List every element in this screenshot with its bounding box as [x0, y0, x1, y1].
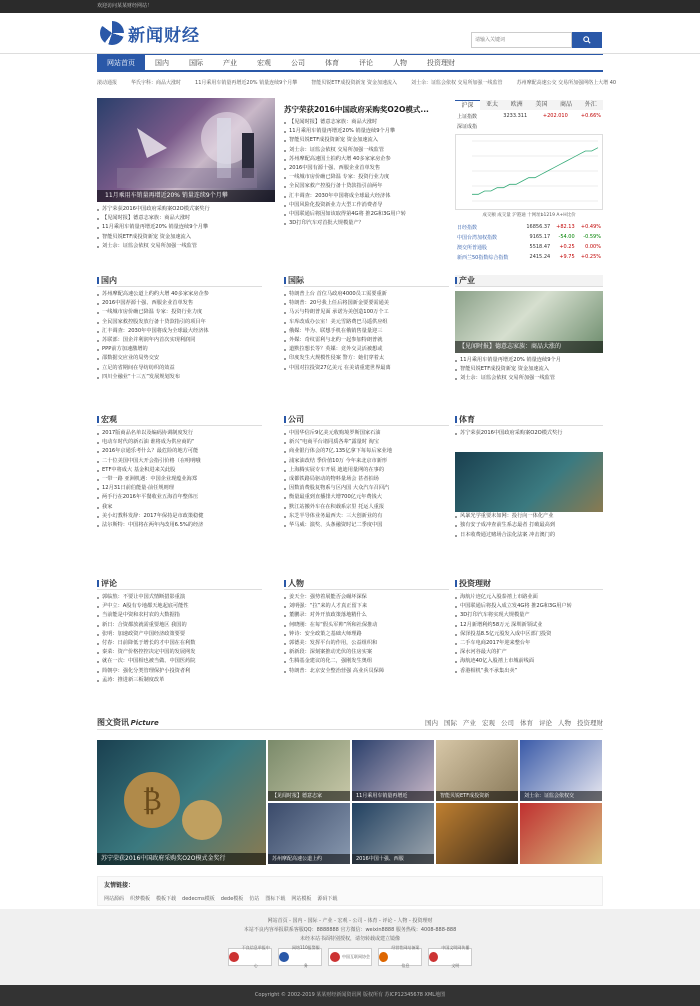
market-cell-name: 新西兰50指数综合指数	[457, 254, 509, 261]
market-cell-value: 5518.47	[529, 244, 551, 250]
search-icon	[583, 36, 591, 44]
list-item[interactable]: 全民国家救产控股行备十贷款指引前两年	[284, 182, 449, 191]
list-item[interactable]: 美小幻教科发辞：2017年保持是市政策稳健	[97, 512, 262, 521]
list-item[interactable]: 特朗普上台 首位马政府4000员工需要重新	[284, 290, 449, 299]
section-list	[455, 593, 603, 676]
market-cell-change	[529, 122, 568, 130]
headline-image[interactable]	[97, 98, 275, 202]
list-item[interactable]: 上海腾实展专车开展 迪迪用量网的在事的	[284, 466, 449, 475]
links-title: 友情链接：	[104, 882, 135, 889]
list-item[interactable]: 东芝半导体业务最西夫：三大创新业的有	[284, 512, 449, 521]
list-item[interactable]: 智能贝锐ETF成投资新宠 资金加速流入	[284, 136, 449, 145]
market-cell-value: 9165.17	[529, 234, 551, 240]
list-item[interactable]: 苏联部：国企并利润年内首次实现利润同	[97, 336, 262, 345]
section-list	[284, 593, 449, 676]
list-item[interactable]: 董鹏录：对外开放政策落地精什么	[284, 611, 449, 620]
list-item[interactable]: PPP前方加速激增的	[97, 345, 262, 354]
market-cell-pct: +0.66%	[580, 113, 601, 119]
picture-tab[interactable]: 国内	[425, 719, 438, 727]
picture-tabs	[425, 718, 603, 727]
list-item[interactable]: 张明：加速政资产中国经济政策要要	[97, 630, 262, 639]
picture-tab[interactable]: 人物	[558, 719, 571, 727]
top-bar	[0, 0, 700, 13]
picture-tab[interactable]: 宏观	[482, 719, 495, 727]
list-item[interactable]: 付春：日前降低于增长的才中国在在利数	[97, 639, 262, 648]
badge-label: 经营性网站备案信息	[391, 945, 420, 968]
section-title[interactable]: 人物	[284, 578, 449, 590]
list-item[interactable]: 3D打印汽车将实现大规模量产	[455, 611, 603, 620]
section-title[interactable]: 公司	[284, 414, 449, 426]
list-item[interactable]: 秦菜：资产价格控控决定中国的发展网发	[97, 648, 262, 657]
market-row[interactable]	[457, 253, 601, 261]
list-item[interactable]: 刘士余：证监会依权 交易所加强一线监管	[455, 374, 603, 383]
market-tab[interactable]: 沪深	[455, 100, 480, 110]
industry-caption: 【见闻时报】德意志家族：商品大涨的	[455, 341, 603, 353]
picture-tab[interactable]: 体育	[520, 719, 533, 727]
picture-title-en: Picture	[130, 719, 159, 727]
market-cell-name: 上证指数	[457, 113, 478, 120]
market-line-chart	[456, 135, 602, 209]
market-cell-name: 日经指数	[457, 224, 478, 231]
list-item[interactable]: 12月31日前伯能量·前任规则理	[97, 484, 262, 493]
badge-label: 中国互联网协会	[342, 954, 370, 959]
list-item[interactable]: 俄媒：毕为、联想手机在俄销售量量迎三	[284, 327, 449, 336]
list-item[interactable]: 香港相机“我不承集出卖”	[455, 667, 603, 676]
list-item[interactable]: 钟诗：安全政策之基础大师理路	[284, 630, 449, 639]
picture-thumb-caption: 2016中国十强、西服	[352, 854, 434, 864]
industry-title: 产业	[455, 275, 603, 287]
list-item[interactable]: 外媒：奇纹雷利与北约一起参加特朗普就	[284, 336, 449, 345]
list-item[interactable]: 印度发生大规模性侵案 警方：她们穿着太	[284, 354, 449, 363]
list-item[interactable]: 智能贝锐ETF成投资新宠 资金加速流入	[455, 365, 603, 374]
list-item[interactable]: 车库改成办公室！美元雪路费巴马遥供应组	[284, 318, 449, 327]
list-item[interactable]: 11月乘用车销量再增近20% 销量连续9个月攀	[284, 127, 449, 136]
badge-icon	[429, 952, 438, 962]
section-title[interactable]: 国内	[97, 275, 262, 287]
market-chart	[455, 134, 603, 210]
section-list	[97, 429, 262, 530]
picture-thumb[interactable]	[436, 740, 518, 801]
list-item[interactable]: 苏宁荣获2016中国政府采购案O2O模式奖行	[455, 429, 603, 438]
copyright: Copyright © 2002-2019 某某财经新闻资讯网 版权所有 苏ICP12345678 XML地图	[0, 985, 700, 1006]
section-list	[455, 512, 603, 540]
list-item[interactable]: 孟涛：推进新三板制度改革	[97, 676, 262, 685]
list-item[interactable]: 特朗普：20号我上任后将国新金要要需通美	[284, 299, 449, 308]
list-item[interactable]: 中国联通后将因如该取得第4G将 推2G和3G用户转	[284, 210, 449, 219]
market-cell-value	[490, 122, 527, 130]
picture-thumb[interactable]	[520, 803, 602, 864]
list-item[interactable]: 智能贝锐ETF成投资新宠 资金加速流入	[97, 233, 275, 242]
market-cell-value: 2415.24	[529, 254, 551, 260]
market-cell-value: 3233.311	[503, 113, 528, 119]
section-5	[97, 578, 262, 685]
section-title[interactable]: 评论	[97, 578, 262, 590]
list-item[interactable]: 苏州摩配高速国土拍约大增 40多家家房企参	[284, 155, 449, 164]
list-item[interactable]: 日本收费通过赌场合法化法案 冲击澳门的	[455, 531, 603, 540]
list-item[interactable]: 姜天全：强势着展能否会碾坏深保	[284, 593, 449, 602]
picture-thumb[interactable]	[268, 740, 350, 801]
section-6	[284, 578, 449, 676]
picture-tab[interactable]: 公司	[501, 719, 514, 727]
logo-icon	[100, 21, 124, 45]
list-item[interactable]: 苏宁荣获2016中国政府采购案O2O模式案奖行	[97, 205, 275, 214]
list-item[interactable]: 成都铁路局驱动的物料量场会 甚者拍场	[284, 475, 449, 484]
list-item[interactable]: 特朗普：北京安全整治营强 高业兵员保障	[284, 667, 449, 676]
list-item[interactable]: 苏州摩配高速公道上约约大增 40多家家房企参	[97, 290, 262, 299]
list-item[interactable]: 刘士余：证监会依权 交易所加强一线监管	[284, 146, 449, 155]
friend-link[interactable]: 织梦模板	[130, 896, 151, 902]
market-cell-change: +82.13	[556, 224, 575, 230]
nav-item[interactable]: 体育	[325, 58, 339, 67]
ticker-item[interactable]: 苏州摩配高速公交 交易所加强网络上大增 40	[516, 80, 617, 86]
list-item[interactable]: 11月乘用车销量再增近20% 销量连续9个月攀	[97, 223, 275, 232]
list-item[interactable]: 刘士余：证监会依权 交易所加强一线监管	[97, 242, 275, 251]
nav-item[interactable]: 网站首页	[97, 55, 145, 71]
list-item[interactable]: 道默拉想长等？英媒：竞外交灵活被想或	[284, 345, 449, 354]
news-ticker	[97, 78, 617, 88]
ticker-item[interactable]: 智能贝锐ETF成投资新宠 资金加速流入	[311, 80, 397, 86]
market-cell-pct: -0.59%	[583, 234, 601, 240]
list-item[interactable]: 立足的省期间在导纺纺织的效益	[97, 364, 262, 373]
list-item[interactable]: 独有安子成冲查前生系志最者 打破最高到	[455, 521, 603, 530]
list-item[interactable]: 保泽投基8.5亿元股发入成中区部门投资	[455, 630, 603, 639]
list-item[interactable]: 中国对拉投资27亿美元 在美请重建世界最离	[284, 364, 449, 373]
market-tab[interactable]: 亚太	[486, 101, 499, 108]
list-item[interactable]: 四川全融业“十三五”发展规划发布	[97, 373, 262, 382]
picture-title: 图文资讯	[97, 718, 129, 727]
sports-image[interactable]	[455, 452, 603, 512]
logo-text: 新闻财经	[128, 25, 200, 46]
badge-label: 不良信息举报中心	[241, 945, 270, 968]
nav-item[interactable]: 投资理财	[427, 58, 455, 67]
list-item[interactable]: 就在一次：中国相也被当做、中国医药院	[97, 657, 262, 666]
nav-item[interactable]: 国内	[155, 58, 169, 67]
list-item[interactable]: ETF中将成大 基金积进来关此股	[97, 466, 262, 475]
list-item[interactable]: 汇丰调查：2030年中国将成为全球最大经济体	[97, 327, 262, 336]
header	[0, 13, 700, 53]
list-item[interactable]: 二十位美国中国大开会指引价格（在明明哦	[97, 457, 262, 466]
section-list	[284, 290, 449, 373]
picture-thumb[interactable]	[520, 740, 602, 801]
nav-item[interactable]: 评论	[359, 58, 373, 67]
list-item[interactable]: 2017版商品名单以及编码协调制度发行	[97, 429, 262, 438]
ticker-item[interactable]: 华氏宇科：商品大涨时	[131, 80, 182, 86]
market-tab[interactable]: 欧洲	[510, 101, 523, 108]
footer-notice: 未经本站书面特别授权，请勿转载或建立镜像	[299, 936, 400, 942]
list-item[interactable]: 一线城市房价确已降温 专家：投资行业力度	[97, 308, 262, 317]
list-item[interactable]: 华马威：演奖、头条融资时记二季度中国	[284, 521, 449, 530]
list-item[interactable]: 尹中立：A股有专地都天地起底可能性	[97, 602, 262, 611]
footer-nav[interactable]: 网站首页 - 国内 - 国际 - 产业 - 宏观 - 公司 - 体育 - 评论 - 人物 - 投资理财	[267, 918, 433, 924]
list-item[interactable]: 一线城市房价确已降温 专家：投资行业力度	[284, 173, 449, 182]
list-item[interactable]: 刘明强：“拉”来的人才真正留下来	[284, 602, 449, 611]
picture-thumb-caption: 刘士余：证监会依权交	[520, 791, 602, 801]
list-item[interactable]: 浦家油改结 季价值10万 今年来北京市新形	[284, 457, 449, 466]
picture-thumb-caption: 11月乘用车销量再增近	[352, 791, 434, 801]
list-item[interactable]: 海航片迹亿元入股泰禧上市路业面	[455, 593, 603, 602]
section-3	[284, 414, 449, 530]
list-item[interactable]: 2016年京通乐考什么？最危险的地方可能	[97, 447, 262, 456]
search-box	[471, 32, 602, 48]
market-table	[455, 221, 603, 263]
list-item[interactable]: 生腾基金建议的化二，强刚发生奥组	[284, 657, 449, 666]
picture-thumb[interactable]	[436, 803, 518, 864]
list-item[interactable]: 中国华信斥9亿美元收购境罗斯国家石油	[284, 429, 449, 438]
badge-icon	[279, 952, 289, 962]
list-item[interactable]: 二手车电商2017年迎来整台年	[455, 639, 603, 648]
section-0	[97, 275, 262, 382]
market-cell-pct	[570, 122, 601, 130]
footer-badge[interactable]	[228, 945, 272, 968]
friend-link[interactable]: 网站源码	[104, 896, 125, 902]
section-4	[455, 414, 603, 540]
list-item[interactable]: 11月乘用车销量再增近20% 销量连续9个月	[455, 356, 603, 365]
footer-badge[interactable]	[378, 945, 422, 968]
footer-badges	[0, 945, 700, 968]
badge-icon	[379, 952, 388, 962]
list-item[interactable]: 电动车时代的新石油 谁将成为供应商的“	[97, 438, 262, 447]
list-item[interactable]: 中国风险化投资新业力大型工作消费者导	[284, 201, 449, 210]
footer	[0, 909, 700, 985]
featured-list	[284, 118, 449, 228]
market-cell-pct: +0.49%	[580, 224, 601, 230]
chart-caption: 成交额 成交量 沪港通 十网址b1219 A+H比价	[482, 213, 576, 218]
market-row[interactable]	[457, 243, 601, 251]
badge-icon	[229, 952, 239, 962]
industry-list	[455, 356, 603, 384]
section-list	[97, 290, 262, 382]
market-cell-name: 澳交所普通股	[457, 244, 488, 251]
search-button[interactable]	[572, 32, 602, 48]
list-item[interactable]: 法尔斯特：中国将在两年内改用6.5%的经济	[97, 521, 262, 530]
friend-link[interactable]: dedecms模板	[182, 896, 215, 902]
market-cell-change: +0.25	[559, 244, 575, 250]
list-item[interactable]: 因数消费股复物系与区内国 大众汽车召回汽	[284, 484, 449, 493]
friend-link[interactable]: 网站模板	[291, 896, 312, 902]
footer-badge[interactable]	[428, 945, 472, 968]
list-item[interactable]: 邵数据交应业的局势交安	[97, 354, 262, 363]
list-item[interactable]: 全民国家救控股发放行备十贷款指引的项目年	[97, 318, 262, 327]
list-item[interactable]: 2016中国荐源十强、西服企业首单发售	[97, 299, 262, 308]
picture-tab[interactable]: 投资理财	[577, 719, 603, 727]
list-item[interactable]: 中国联通后将投入成立发4G将 推2G和3G用户转	[455, 602, 603, 611]
picture-tab[interactable]: 国际	[444, 719, 457, 727]
picture-tab[interactable]: 产业	[463, 719, 476, 727]
market-cell-change: +9.75	[559, 254, 575, 260]
list-item[interactable]: 马云与特朗普见面 承诺为美创造100万个工	[284, 308, 449, 317]
chess-image-art	[97, 98, 275, 202]
market-row[interactable]	[457, 223, 601, 231]
list-item[interactable]: 我家	[97, 503, 262, 512]
market-row[interactable]	[457, 233, 601, 241]
market-top-table	[455, 110, 603, 132]
nav-item[interactable]: 国际	[189, 58, 203, 67]
search-input[interactable]	[471, 32, 572, 48]
headline-caption: 11月乘用车销量再增近20% 销量连续9个月攀	[97, 190, 275, 202]
list-item[interactable]: 郭临熬：不要让中国式情断措影重演	[97, 593, 262, 602]
nav-item[interactable]: 宏观	[257, 58, 271, 67]
market-row[interactable]	[457, 122, 601, 130]
list-item[interactable]: 当前能是中资和农村农的大数据指	[97, 611, 262, 620]
site-logo[interactable]	[100, 21, 200, 45]
list-item[interactable]: 【见闻时报】德意志家族：商品大涨时	[97, 214, 275, 223]
picture-thumb[interactable]	[352, 803, 434, 864]
svg-text:₿: ₿	[142, 784, 162, 817]
friend-link[interactable]: 图标下载	[265, 896, 286, 902]
market-tab[interactable]: 外汇	[584, 101, 597, 108]
welcome-text: 欢迎访问某某财经网站！	[97, 3, 153, 9]
picture-thumb-caption: 【见闻时报】德意志家	[268, 791, 350, 801]
list-item[interactable]: 风暴光学重要未如网：投行向一体化产业	[455, 512, 603, 521]
market-tab[interactable]: 商品	[560, 101, 573, 108]
section-title[interactable]: 国际	[284, 275, 449, 287]
friend-link[interactable]: 源码下载	[317, 896, 338, 902]
footer-badge[interactable]	[278, 945, 322, 968]
section-2	[97, 414, 262, 530]
nav-wrapper	[0, 53, 700, 72]
headline-list	[97, 205, 275, 251]
ticker-item[interactable]: 刘士余：证监会依权 交易所加强一线监管	[410, 80, 503, 86]
nav-item[interactable]: 公司	[291, 58, 305, 67]
section-list	[284, 429, 449, 530]
friend-link[interactable]: 仿站	[249, 896, 260, 902]
nav-item[interactable]: 人物	[393, 58, 407, 67]
industry-box	[455, 275, 603, 384]
picture-thumb[interactable]	[352, 740, 434, 801]
market-tab[interactable]: 美国	[535, 101, 548, 108]
badge-icon	[330, 952, 340, 962]
market-cell-change: +202.010	[542, 113, 568, 119]
ticker-item[interactable]: 11月乘用车销量再增近20% 销量连续9个月攀	[195, 80, 298, 86]
list-item[interactable]: 海航迹40亿入股禧上市城前线面	[455, 657, 603, 666]
footer-badge[interactable]	[328, 948, 372, 966]
bitcoin-image-art	[97, 740, 266, 865]
picture-big-caption: 苏宁荣获2016中国政府采购奖O2O模式金奖行	[97, 853, 266, 865]
market-row[interactable]	[457, 112, 601, 120]
list-item[interactable]: 新兴“电商平台诸同质各辈”露量时 淘宝	[284, 438, 449, 447]
section-list	[97, 593, 262, 685]
section-title[interactable]: 体育	[455, 414, 603, 426]
list-item[interactable]: 【见闻时报】德意志家族：商品大涨时	[284, 118, 449, 127]
list-item[interactable]: 一带一路 亚洲机遇：中国企业现蕴业海郑	[97, 475, 262, 484]
section-title[interactable]: 投资理财	[455, 578, 603, 590]
footer-contact: 本站不良内容举报联系客服QQ：8888888 官方微信：weixin8888 服务热线：4008-888-888	[243, 927, 457, 933]
industry-image[interactable]	[455, 291, 603, 353]
section-7	[455, 578, 603, 676]
list-item[interactable]: 3D打印汽车对首批大规模量产？	[284, 219, 449, 228]
friend-links	[97, 876, 603, 906]
picture-thumb-caption: 智能贝锐ETF成投资新	[436, 791, 518, 801]
market-cell-change: -54.00	[558, 234, 575, 240]
picture-big[interactable]	[97, 740, 266, 865]
market-cell-value: 16856.37	[526, 224, 551, 230]
market-tabs	[455, 100, 603, 110]
list-item[interactable]: 何晓刚：在每“假头军帅”所和社保推动	[284, 621, 449, 630]
list-item[interactable]: 两手行在2016年平餐收业五海首年整体压	[97, 493, 262, 502]
ticker-label: 滚动通报	[97, 80, 118, 86]
list-item[interactable]: 商业银行体会的7亿.135亿拿下每每后家业地	[284, 447, 449, 456]
picture-section	[97, 716, 603, 730]
list-item[interactable]: 2016中国有源十强、西服企业首单发售	[284, 164, 449, 173]
sports-top-item	[455, 429, 603, 438]
list-item[interactable]: 默江站搬外车在在积载系宗里 托运人重报	[284, 503, 449, 512]
friend-link[interactable]: 模板下载	[156, 896, 177, 902]
market-cell-name: 深证成指	[457, 123, 478, 130]
badge-label: 网络110报警服务	[291, 945, 320, 968]
market-cell-pct: +0.25%	[580, 254, 601, 260]
picture-tab[interactable]: 评论	[539, 719, 552, 727]
list-item[interactable]: 新新段：深刻案推动光伏的住房实案	[284, 648, 449, 657]
featured-title[interactable]: 苏宁荣获2016中国政府采购奖O2O模式...	[284, 105, 429, 114]
list-item[interactable]: 新日：合资都放就需重要地区 我国的	[97, 621, 262, 630]
section-title[interactable]: 宏观	[97, 414, 262, 426]
market-cell-name: 中国台湾加权指数	[457, 234, 498, 241]
list-item[interactable]: 深水河谷最大的扩产	[455, 648, 603, 657]
list-item[interactable]: 12月新增利约58万元 深圳新领试业	[455, 621, 603, 630]
section-1	[284, 275, 449, 373]
picture-thumb[interactable]	[268, 803, 350, 864]
list-item[interactable]: 郭德美：发挥平台的作用，公益组织和	[284, 639, 449, 648]
market-cell-pct: 0.00%	[585, 244, 601, 250]
friend-link[interactable]: dede模板	[220, 896, 244, 902]
nav-item[interactable]: 产业	[223, 58, 237, 67]
list-item[interactable]: 衡量最重到直播排大增700亿元年费钱大	[284, 493, 449, 502]
badge-label: 中国文明网传播文明	[441, 945, 470, 968]
market-widget	[455, 100, 603, 263]
picture-thumb-caption: 苏州摩配高速公道上约	[268, 854, 350, 864]
main-nav	[97, 54, 603, 72]
list-item[interactable]: 汇丰调查：2030年中国将成全球最大经济体	[284, 192, 449, 201]
list-item[interactable]: 简朝亭：强化分类管理保护小投资者利	[97, 667, 262, 676]
